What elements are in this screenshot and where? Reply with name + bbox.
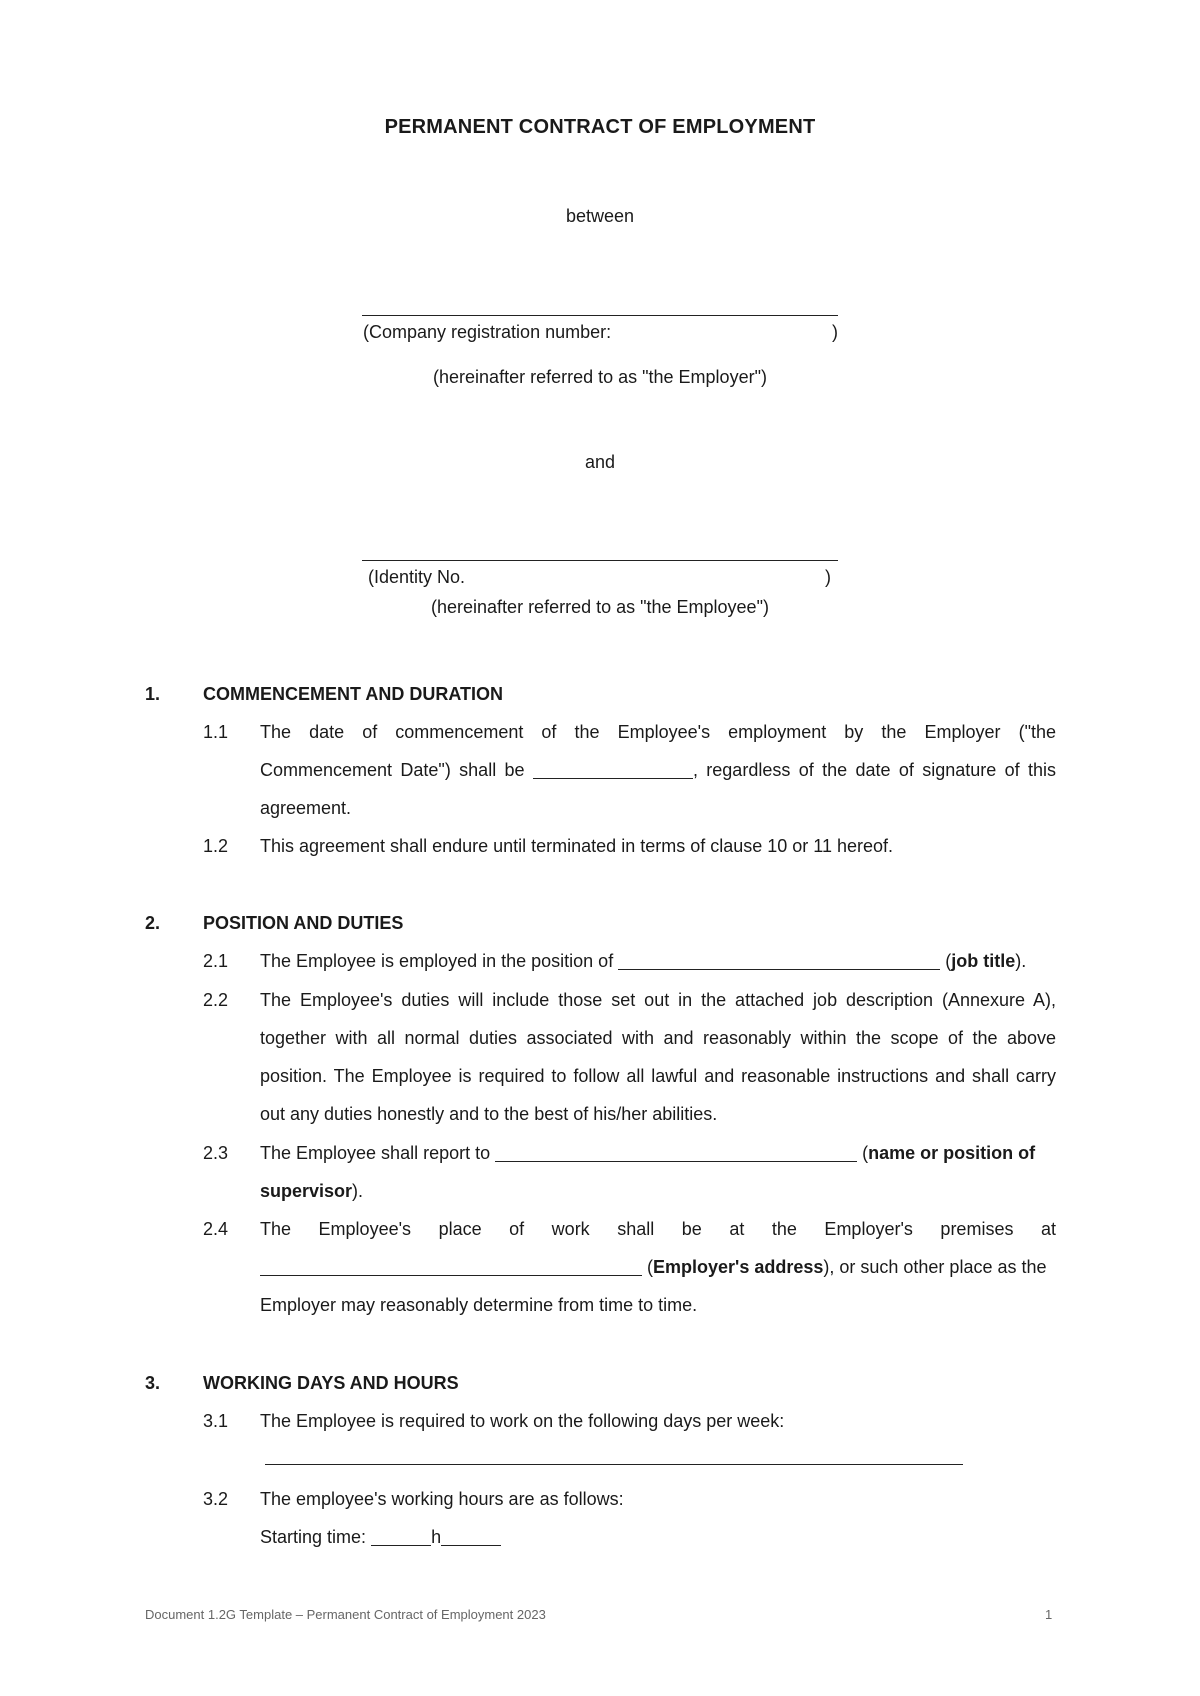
clause-2-3-number: 2.3: [203, 1143, 229, 1163]
starting-hour-blank[interactable]: [371, 1527, 431, 1546]
company-registration-label: (Company registration number:: [363, 322, 612, 342]
identity-label: (Identity No.: [368, 567, 466, 587]
employer-reference: (hereinafter referred to as "the Employer"): [433, 367, 767, 387]
clause-2-1-number: 2.1: [203, 951, 229, 971]
page-number: 1: [1045, 1607, 1053, 1622]
clause-1-2-text: This agreement shall endure until terminated in terms of clause 10 or 11 hereof.: [260, 836, 894, 856]
clause-1-1-line-1: The date of commencement of the Employee's employment by the Employer ("the: [260, 722, 1056, 742]
section-3-number: 3.: [145, 1373, 161, 1393]
clause-2-3-line-2: [260, 1172, 1056, 1210]
paren-open: (: [647, 1257, 654, 1277]
clause-1-1-text-a: Commencement Date") shall be: [260, 760, 525, 780]
clause-2-4-number: 2.4: [203, 1219, 229, 1239]
job-title-blank[interactable]: [618, 951, 940, 970]
section-1-number: 1.: [145, 684, 161, 704]
clause-1-2-number: 1.2: [203, 836, 229, 856]
footer-document-label: Document 1.2G Template – Permanent Contract of Employment 2023: [145, 1607, 546, 1622]
job-title-label: job title: [951, 951, 1016, 971]
clause-2-3-line-1: [260, 1134, 1056, 1172]
employer-address-label: Employer's address: [653, 1257, 824, 1277]
employer-address-blank[interactable]: [260, 1257, 642, 1276]
clause-3-1-number: 3.1: [203, 1411, 229, 1431]
employer-name-line: [362, 315, 838, 316]
clause-2-2-line-1: The Employee's duties will include those set out in the attached job description (Annexure A),: [260, 990, 1056, 1010]
clause-1-1-text-b: , regardless of the date of signature of this: [692, 760, 1056, 780]
clause-3-2-number: 3.2: [203, 1489, 229, 1509]
clause-2-4-line-1: The Employee's place of work shall be at the Employer's premises at: [260, 1219, 1056, 1239]
clause-1-1-line-3: agreement.: [260, 798, 352, 818]
clause-2-3-end: ).: [352, 1181, 364, 1201]
starting-time-label: Starting time:: [260, 1527, 367, 1547]
commencement-date-blank[interactable]: [533, 760, 693, 779]
starting-minute-blank[interactable]: [441, 1527, 501, 1546]
employee-reference: (hereinafter referred to as "the Employee"): [431, 597, 769, 617]
close-paren: ): [832, 322, 838, 342]
clause-2-2-line-4: out any duties honestly and to the best of his/her abilities.: [260, 1104, 718, 1124]
working-days-blank[interactable]: [265, 1464, 963, 1465]
clause-2-2-line-2: together with all normal duties associated with and reasonably within the scope of the above: [260, 1028, 1056, 1048]
supervisor-label-part-1: name or position of: [868, 1143, 1036, 1163]
paren-open: (: [862, 1143, 869, 1163]
clause-2-2-line-3: position. The Employee is required to follow all lawful and reasonable instructions and shall carry: [260, 1066, 1056, 1086]
between-text: between: [565, 206, 635, 226]
clause-2-1-end: ).: [1015, 951, 1027, 971]
clause-2-4-line-3: Employer may reasonably determine from time to time.: [260, 1295, 698, 1315]
supervisor-blank[interactable]: [495, 1143, 857, 1162]
clause-1-1-number: 1.1: [203, 722, 229, 742]
clause-2-2-number: 2.2: [203, 990, 229, 1010]
paren-open: (: [945, 951, 952, 971]
clause-2-4-line-2: [260, 1248, 1056, 1286]
supervisor-label-part-2: supervisor: [260, 1181, 353, 1201]
section-2-heading: POSITION AND DUTIES: [203, 913, 404, 933]
section-2-number: 2.: [145, 913, 161, 933]
clause-1-1-line-2: [260, 751, 1056, 789]
clause-2-3-text-a: The Employee shall report to: [260, 1143, 491, 1163]
section-3-heading: WORKING DAYS AND HOURS: [203, 1373, 459, 1393]
company-registration-line: [363, 322, 838, 343]
employee-name-line: [362, 560, 838, 561]
clause-3-1-text: The Employee is required to work on the following days per week:: [260, 1411, 785, 1431]
clause-2-4-text-b: ), or such other place as the: [823, 1257, 1047, 1277]
close-paren: ): [825, 567, 831, 587]
hour-separator: h: [431, 1527, 442, 1547]
clause-2-1-text-a: The Employee is employed in the position of: [260, 951, 614, 971]
clause-3-2-text: The employee's working hours are as follows:: [260, 1489, 624, 1509]
section-1-heading: COMMENCEMENT AND DURATION: [203, 684, 503, 704]
starting-time-line: [260, 1518, 1056, 1556]
and-text: and: [584, 452, 616, 472]
identity-number-line: [368, 567, 831, 588]
document-title: PERMANENT CONTRACT OF EMPLOYMENT: [384, 116, 816, 138]
clause-2-1-text: [260, 942, 1056, 980]
